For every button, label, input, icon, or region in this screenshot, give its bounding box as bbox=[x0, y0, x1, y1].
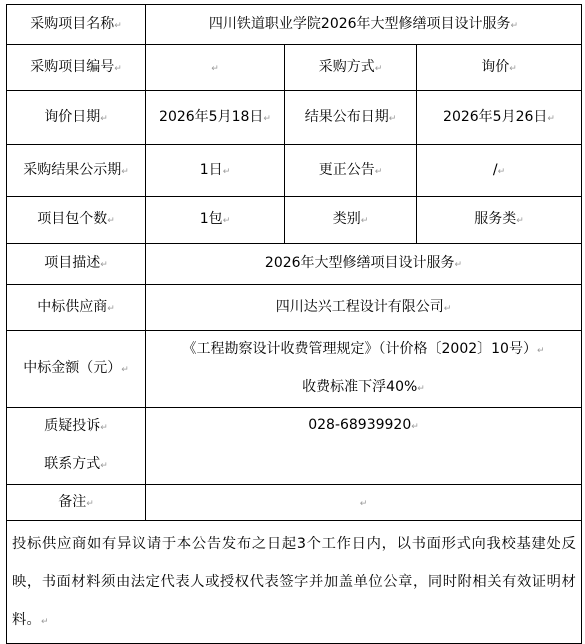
complaint-label bbox=[7, 408, 146, 485]
publicity-period-value: 1日↵ bbox=[146, 145, 285, 197]
remark-value: ↵ bbox=[146, 485, 582, 521]
row-publicity bbox=[7, 145, 582, 197]
package-count-value: 1包↵ bbox=[146, 197, 285, 244]
correction-value: /↵ bbox=[417, 145, 582, 197]
publicity-period-label: 采购结果公示期↵ bbox=[7, 145, 146, 197]
row-notice bbox=[7, 521, 582, 644]
complaint-label-line1: 质疑投诉↵ bbox=[44, 418, 108, 434]
category-label: 类别↵ bbox=[285, 197, 417, 244]
package-count-label: 项目包个数↵ bbox=[7, 197, 146, 244]
row-project-no bbox=[7, 45, 582, 91]
row-supplier bbox=[7, 285, 582, 331]
row-description bbox=[7, 244, 582, 285]
method-value: 询价↵ bbox=[417, 45, 582, 91]
inquiry-date-label: 询价日期↵ bbox=[7, 91, 146, 145]
method-label: 采购方式↵ bbox=[285, 45, 417, 91]
inquiry-date-value: 2026年5月18日↵ bbox=[146, 91, 285, 145]
complaint-value: 028-68939920↵ bbox=[146, 408, 582, 485]
project-no-label: 采购项目编号↵ bbox=[7, 45, 146, 91]
project-name-label: 采购项目名称↵ bbox=[7, 5, 146, 45]
row-amount bbox=[7, 331, 582, 408]
project-name-value: 四川铁道职业学院2026年大型修缮项目设计服务↵ bbox=[146, 5, 582, 45]
result-date-label: 结果公布日期↵ bbox=[285, 91, 417, 145]
procurement-result-table bbox=[6, 4, 582, 644]
correction-label: 更正公告↵ bbox=[285, 145, 417, 197]
amount-value-line1: 《工程勘察设计收费管理规定》（计价格〔2002〕10号）↵ bbox=[182, 341, 545, 357]
amount-value bbox=[146, 331, 582, 408]
row-dates bbox=[7, 91, 582, 145]
supplier-label: 中标供应商↵ bbox=[7, 285, 146, 331]
notice-text: 投标供应商如有异议请于本公告发布之日起3个工作日内，以书面形式向我校基建处反映，书面材料须由法定代表人或授权代表签字并加盖单位公章，同时附相关有效证明材料。↵ bbox=[7, 521, 582, 644]
result-date-value: 2026年5月26日↵ bbox=[417, 91, 582, 145]
row-complaint bbox=[7, 408, 582, 485]
remark-label: 备注↵ bbox=[7, 485, 146, 521]
row-project-name bbox=[7, 5, 582, 45]
row-remark bbox=[7, 485, 582, 521]
complaint-label-line2: 联系方式↵ bbox=[44, 456, 108, 472]
amount-value-line2: 收费标准下浮40%↵ bbox=[302, 379, 425, 395]
project-no-value: ↵ bbox=[146, 45, 285, 91]
description-value: 2026年大型修缮项目设计服务↵ bbox=[146, 244, 582, 285]
category-value: 服务类↵ bbox=[417, 197, 582, 244]
description-label: 项目描述↵ bbox=[7, 244, 146, 285]
amount-label: 中标金额（元）↵ bbox=[7, 331, 146, 408]
row-package bbox=[7, 197, 582, 244]
supplier-value: 四川达兴工程设计有限公司↵ bbox=[146, 285, 582, 331]
